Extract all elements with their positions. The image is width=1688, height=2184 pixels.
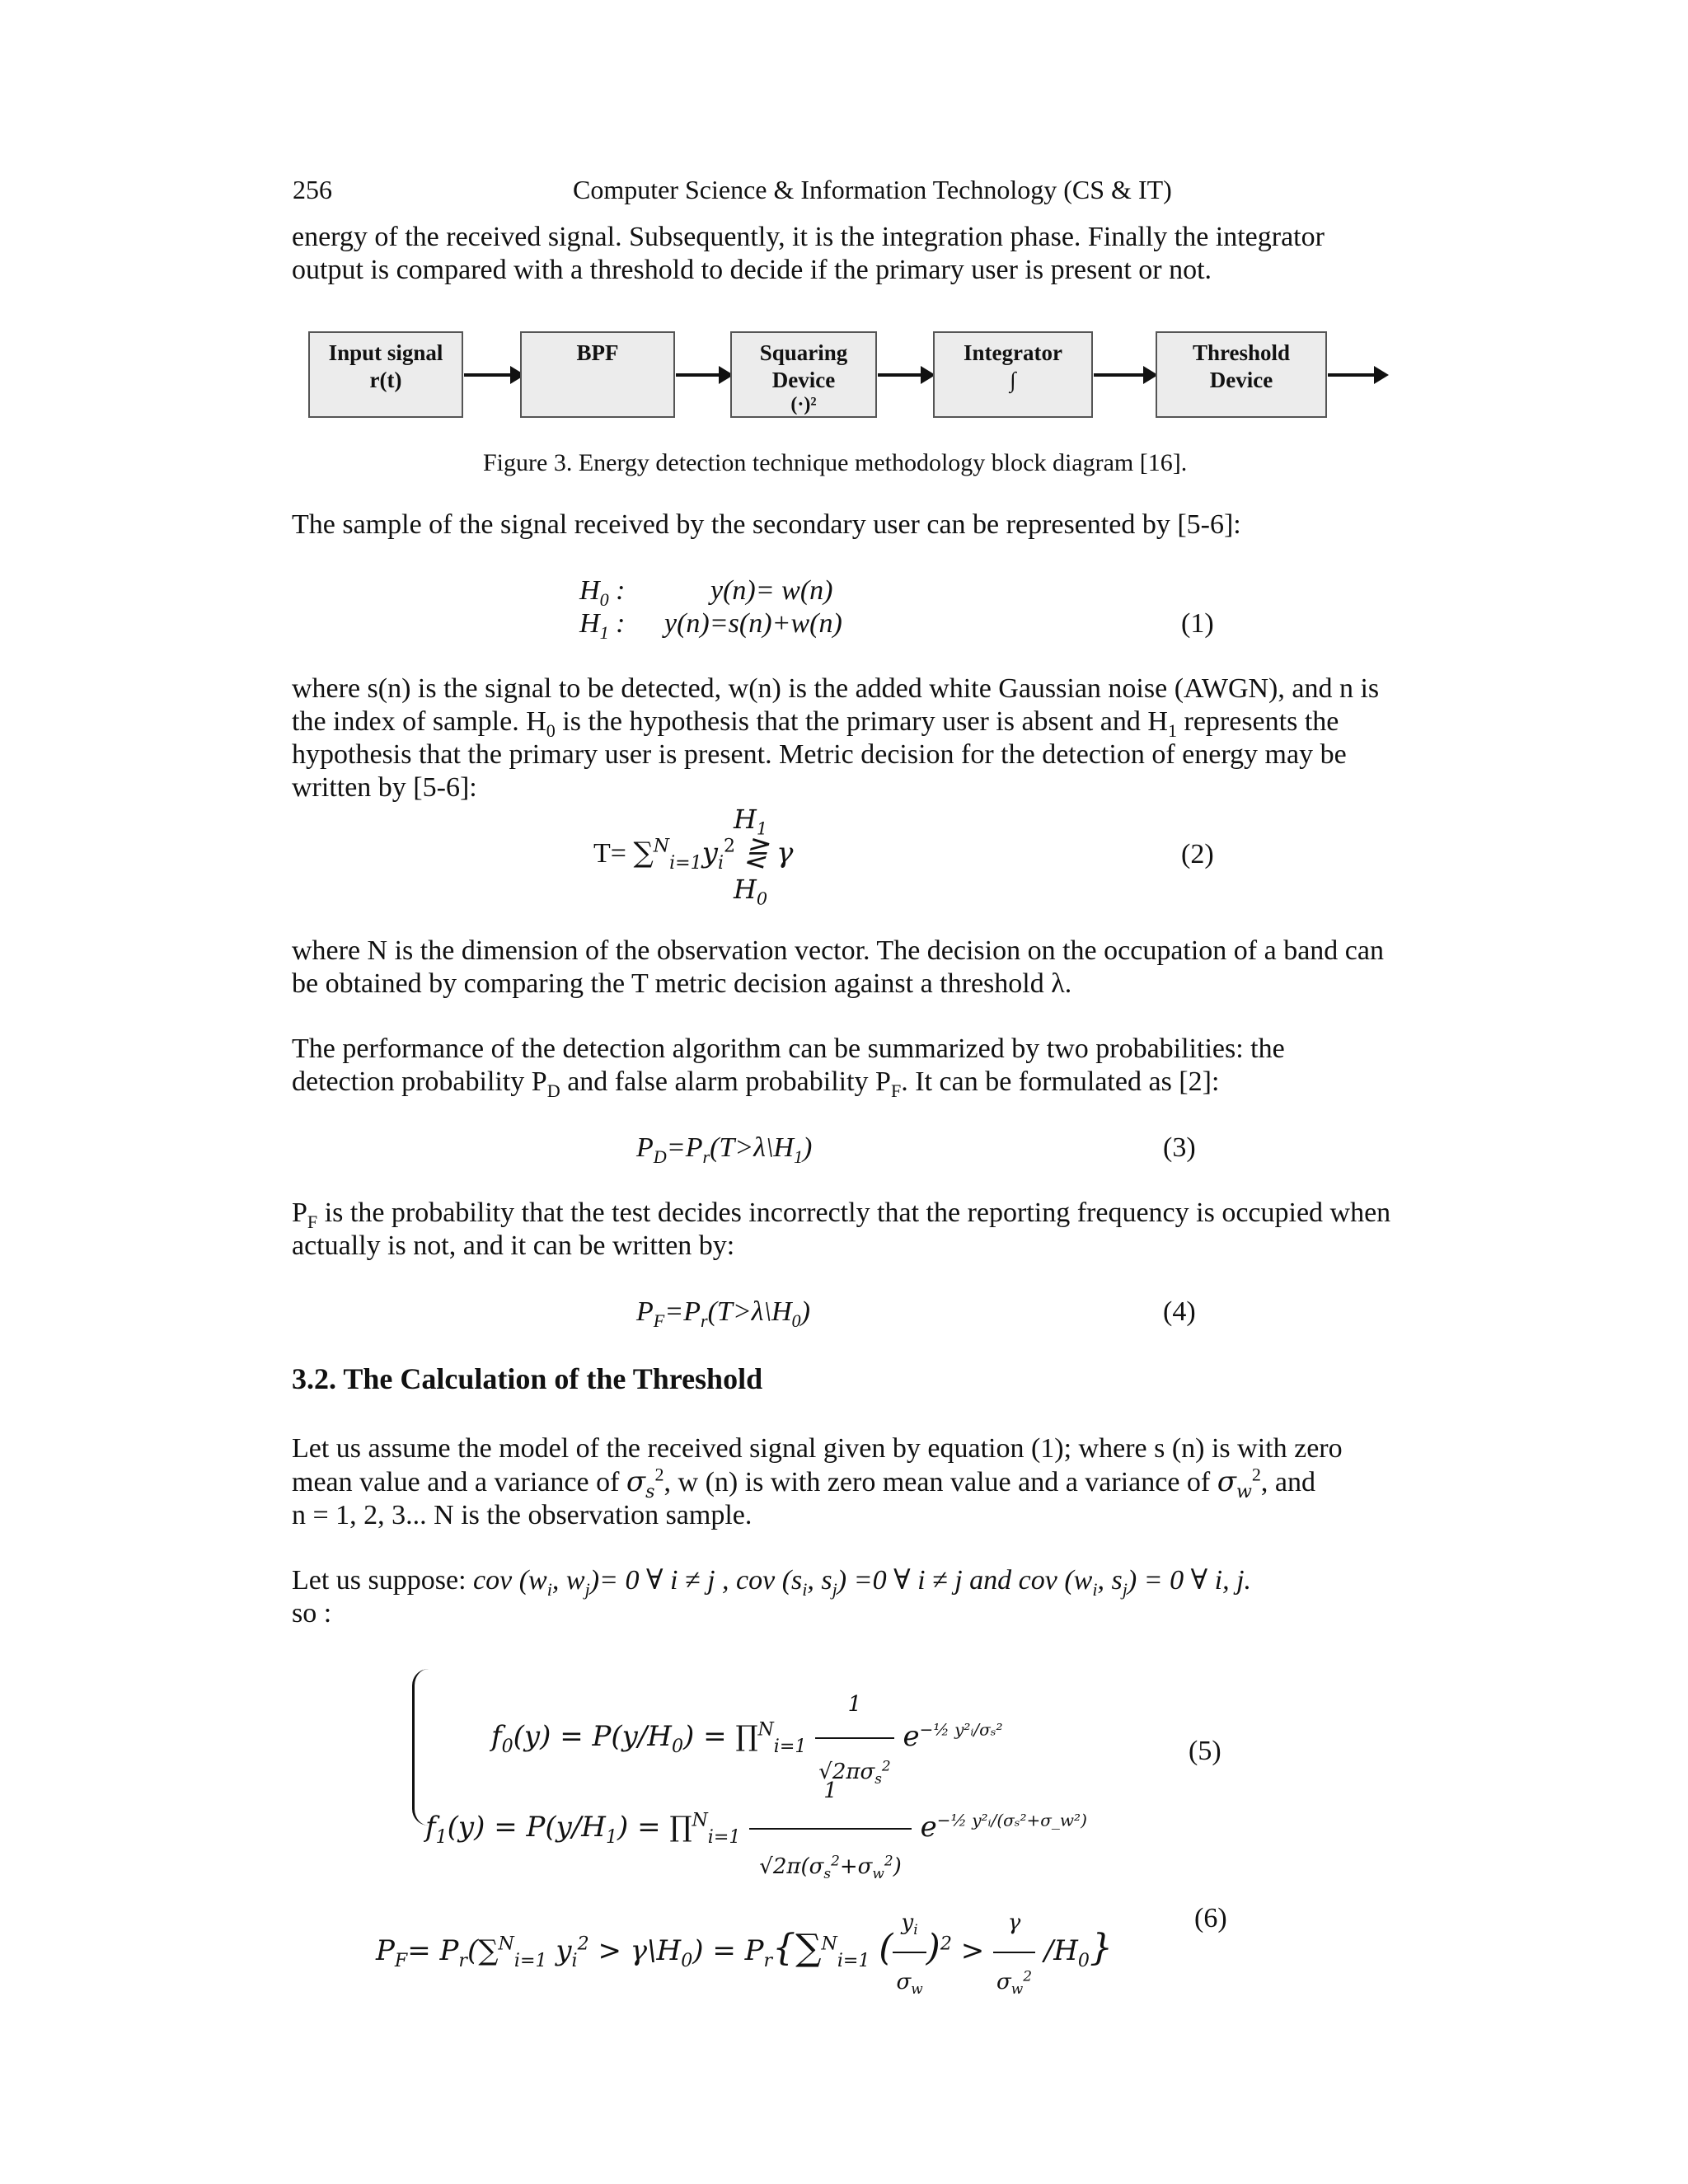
block-integrator — [933, 331, 1093, 418]
where1-line-4: written by [5-6]: — [292, 772, 477, 803]
intro-paragraph — [292, 221, 1414, 287]
eq1-h0-label: $H_0$ : — [579, 575, 626, 610]
perf-line-2: detection probability $P_D$ and false alarm probability $P_F$. It can be formulated as [2]: — [292, 1066, 1220, 1101]
integral-symbol: ∫ — [1010, 368, 1016, 392]
pf-line-2: actually is not, and it can be written by: — [292, 1230, 735, 1261]
where2-line-2: be obtained by comparing the T metric decision against a threshold λ. — [292, 968, 1072, 999]
where1-line-1: where s(n) is the signal to be detected, w(n) is the added white Gaussian noise (AWGN), and n is — [292, 673, 1380, 704]
eq1-h1-expression: y(n)=s(n)+w(n) — [664, 608, 842, 639]
eq3-number: (3) — [1163, 1132, 1196, 1163]
arrow-1 — [464, 373, 522, 377]
block-squaring-device — [730, 331, 877, 418]
block-bpf — [520, 331, 675, 418]
assume-line-3: n = 1, 2, 3... N is the observation sample. — [292, 1500, 753, 1530]
block-threshold-device — [1156, 331, 1327, 418]
eq6-number: (6) — [1194, 1903, 1227, 1933]
eq3-expression: $P_D=P_r(T>\lambda\backslash H_1)$ — [636, 1132, 813, 1167]
sample-paragraph: The sample of the signal received by the secondary user can be represented by [5-6]: — [292, 509, 1241, 540]
where1-line-2: the index of sample. $H_0$ is the hypothesis that the primary user is absent and $H_1$ represents the — [292, 706, 1339, 741]
where1-line-3: hypothesis that the primary user is present. Metric decision for the detection of energy may be — [292, 739, 1347, 770]
eq4-number: (4) — [1163, 1296, 1196, 1327]
eq1-number: (1) — [1181, 608, 1214, 639]
page-number: 256 — [293, 175, 332, 204]
intro-line-2: output is compared with a threshold to decide if the primary user is present or not. — [292, 255, 1212, 285]
eq5-number: (5) — [1189, 1736, 1221, 1766]
eq1-h1-label: $H_1$ : — [579, 608, 626, 643]
block-integrator-label: Integrator — [964, 340, 1062, 365]
eq5-f0-row: $f_0(y) = P(y/H_0)$ = ∏$^N_{i=1}$ $\frac{1}{√2\pi\sigma_s^2}$ $e^{-\frac{1}{2} y^2ᵢ/\sigma_s^2}$ — [491, 1671, 1003, 1805]
eq4-expression: $P_F=P_r(T>\lambda\backslash H_0)$ — [636, 1296, 810, 1331]
block-threshold-label: Threshold — [1192, 340, 1291, 365]
arrow-5 — [1328, 373, 1386, 377]
block-input-signal — [308, 331, 463, 418]
block-squaring-symbol: (·)² — [790, 394, 817, 415]
eq1-h0-expression: y(n)= w(n) — [710, 575, 833, 606]
eq6-frac-y-sigma: $\frac{y_i}{\sigma_w}$ — [893, 1894, 926, 2011]
figure-caption: Figure 3. Energy detection technique methodology block diagram [16]. — [483, 449, 1188, 476]
eq6-expression: $P_F= P_r(\sum^N_{i=1}$ $y_i^2$ > $\gamma\backslash H_0) = P_r\{\sum^N_{i=1}$ ( $\frac{y_i}{\sigma_w}$ )$^2$ > $\frac{\gamma}{\sigma_w^2}$ $/H_0$} — [376, 1894, 1113, 2011]
arrow-2 — [676, 373, 730, 377]
where-paragraph-1 — [292, 673, 1414, 804]
block-input-label: Input signal — [328, 340, 443, 365]
section-title: 3.2. The Calculation of the Threshold — [292, 1362, 763, 1395]
eq5-f1-fraction: $\frac{1}{√2\pi(\sigma_s^2+\sigma_w^2)}$ — [749, 1754, 912, 1904]
where-paragraph-2 — [292, 935, 1414, 1001]
running-header: Computer Science & Information Technology (CS & IT) — [573, 175, 1172, 204]
pf-paragraph — [292, 1197, 1414, 1263]
eq5-f0-fraction: $\frac{1}{√2\pi\sigma_s^2}$ — [815, 1671, 893, 1805]
so-label: so : — [292, 1598, 332, 1629]
assume-paragraph — [292, 1432, 1414, 1532]
eq5-f1-row: $f_1(y) = P(y/H_1)$ = ∏$^N_{i=1}$ $\frac{1}{√2\pi(\sigma_s^2+\sigma_w^2)}$ $e^{-\frac{1}{2} y^2ᵢ/(\sigma_s^2+\sigma\_w^2)}$ — [425, 1754, 1087, 1904]
intro-line-1: energy of the received signal. Subsequently, it is the integration phase. Finally the integrator — [292, 222, 1325, 252]
arrow-3 — [878, 373, 932, 377]
assume-line-1: Let us assume the model of the received signal given by equation (1); where s (n) is with zero — [292, 1433, 1343, 1464]
eq2-h0-bottom: $H_0$ — [734, 874, 768, 909]
eq6-frac-gamma-sigma: $\frac{\gamma}{\sigma_w^2}$ — [993, 1894, 1035, 2011]
assume-line-2: mean value and a variance of $\sigma_s^2$, w (n) is with zero mean value and a variance of $\sigma_w^2$, and — [292, 1464, 1316, 1502]
eq2-h1-top: $H_1$ — [734, 804, 768, 839]
pf-line-1: $P_F$ is the probability that the test decides incorrectly that the reporting frequency is occupied when — [292, 1197, 1391, 1232]
where2-line-1: where N is the dimension of the observation vector. The decision on the occupation of a band can — [292, 935, 1384, 966]
suppose-line: Let us suppose: cov ($w_i$, $w_j)= 0$ ∀ i ≠ j , cov ($s_i$, $s_j) =0$ ∀ i ≠ j and cov ($w_i$, $s_j) = 0$ ∀ i, j. — [292, 1565, 1252, 1600]
performance-paragraph — [292, 1033, 1414, 1099]
eq2-number: (2) — [1181, 839, 1214, 869]
block-squaring-label-2: Device — [771, 368, 836, 392]
block-squaring-label: Squaring — [759, 340, 848, 365]
block-input-symbol: r(t) — [369, 368, 402, 392]
eq2-main: $T= \sum^N_{i=1}y_i^2$ ⋛ γ — [593, 835, 794, 874]
arrow-4 — [1094, 373, 1155, 377]
block-bpf-label: BPF — [576, 340, 619, 365]
block-threshold-label-2: Device — [1209, 368, 1273, 392]
perf-line-1: The performance of the detection algorithm can be summarized by two probabilities: the — [292, 1033, 1285, 1064]
